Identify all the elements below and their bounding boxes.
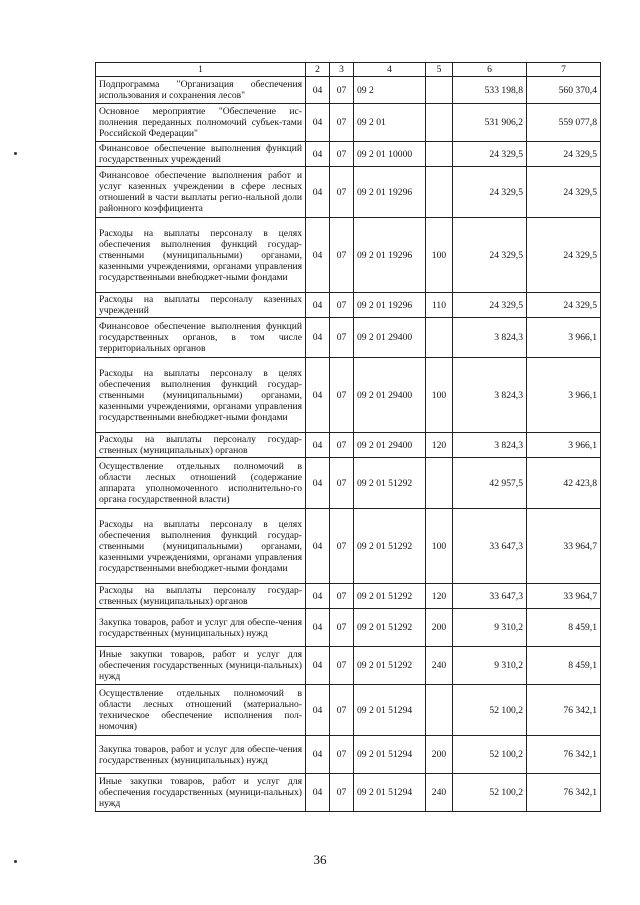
target-article-code: 09 2 01 51292 — [354, 609, 426, 647]
amount-year-2: 24 329,5 — [527, 218, 601, 293]
amount-year-1: 24 329,5 — [453, 218, 527, 293]
expense-type-code: 240 — [426, 647, 453, 685]
section-code: 04 — [306, 293, 330, 318]
table-row — [96, 736, 601, 774]
amount-year-1: 42 957,5 — [453, 458, 527, 509]
item-name: Осуществление отдельных полномочий в области лесных отношений (материально-техническое обеспечение исполнения пол-номочия) — [96, 685, 306, 736]
subsection-code: 07 — [330, 736, 354, 774]
expense-type-code — [426, 142, 453, 167]
item-name: Расходы на выплаты персоналу в целях обеспечения выполнения функций государ-ственными (муниципальными) органами, казенными учреждениями, органами управления государственными внебюджет-ными фондами — [96, 509, 306, 584]
expense-type-code — [426, 685, 453, 736]
amount-year-2: 24 329,5 — [527, 167, 601, 218]
item-name: Расходы на выплаты персоналу государ-ственных (муниципальных) органов — [96, 584, 306, 609]
target-article-code: 09 2 01 10000 — [354, 142, 426, 167]
expense-type-code — [426, 318, 453, 358]
target-article-code: 09 2 01 29400 — [354, 318, 426, 358]
subsection-code: 07 — [330, 104, 354, 142]
section-code: 04 — [306, 318, 330, 358]
amount-year-1: 33 647,3 — [453, 584, 527, 609]
target-article-code: 09 2 01 51292 — [354, 509, 426, 584]
amount-year-1: 24 329,5 — [453, 142, 527, 167]
expense-type-code — [426, 167, 453, 218]
table-row — [96, 358, 601, 433]
subsection-code: 07 — [330, 318, 354, 358]
table-row — [96, 77, 601, 104]
item-name: Расходы на выплаты персоналу в целях обеспечения выполнения функций государ-ственными (муниципальными) органами, казенными учреждениями, органами управления государственными внебюджет-ными фондами — [96, 218, 306, 293]
expense-type-code: 200 — [426, 609, 453, 647]
section-code: 04 — [306, 358, 330, 433]
scan-speck — [14, 152, 17, 155]
budget-table — [95, 62, 601, 812]
table-row — [96, 509, 601, 584]
subsection-code: 07 — [330, 167, 354, 218]
column-header: 1 — [96, 63, 306, 77]
target-article-code: 09 2 01 19296 — [354, 293, 426, 318]
amount-year-2: 3 966,1 — [527, 318, 601, 358]
amount-year-1: 24 329,5 — [453, 293, 527, 318]
section-code: 04 — [306, 77, 330, 104]
item-name: Основное мероприятие "Обеспечение ис-полнения переданных полномочий субъек-тами Российской Федерации" — [96, 104, 306, 142]
table-row — [96, 318, 601, 358]
table-row — [96, 458, 601, 509]
target-article-code: 09 2 01 19296 — [354, 167, 426, 218]
amount-year-2: 8 459,1 — [527, 647, 601, 685]
table-row — [96, 609, 601, 647]
amount-year-1: 3 824,3 — [453, 358, 527, 433]
amount-year-1: 3 824,3 — [453, 433, 527, 458]
item-name: Подпрограмма "Организация обеспечения использования и сохранения лесов" — [96, 77, 306, 104]
item-name: Расходы на выплаты персоналу казенных учреждений — [96, 293, 306, 318]
section-code: 04 — [306, 458, 330, 509]
amount-year-1: 24 329,5 — [453, 167, 527, 218]
page-number: 36 — [313, 852, 327, 867]
column-header: 5 — [426, 63, 453, 77]
item-name: Закупка товаров, работ и услуг для обеспе-чения государственных (муниципальных) нужд — [96, 609, 306, 647]
target-article-code: 09 2 01 51294 — [354, 736, 426, 774]
table-row — [96, 774, 601, 812]
target-article-code: 09 2 01 51294 — [354, 774, 426, 812]
header-row — [96, 63, 601, 77]
subsection-code: 07 — [330, 358, 354, 433]
section-code: 04 — [306, 685, 330, 736]
subsection-code: 07 — [330, 584, 354, 609]
item-name: Осуществление отдельных полномочий в области лесных отношений (содержание аппарата уполномоченного исполнительно-го органа государственной власти) — [96, 458, 306, 509]
expense-type-code — [426, 104, 453, 142]
expense-type-code: 100 — [426, 358, 453, 433]
amount-year-1: 52 100,2 — [453, 736, 527, 774]
table-row — [96, 142, 601, 167]
target-article-code: 09 2 01 29400 — [354, 433, 426, 458]
section-code: 04 — [306, 584, 330, 609]
section-code: 04 — [306, 609, 330, 647]
amount-year-2: 560 370,4 — [527, 77, 601, 104]
expense-type-code: 100 — [426, 509, 453, 584]
target-article-code: 09 2 01 — [354, 104, 426, 142]
subsection-code: 07 — [330, 647, 354, 685]
amount-year-2: 42 423,8 — [527, 458, 601, 509]
amount-year-2: 3 966,1 — [527, 358, 601, 433]
section-code: 04 — [306, 774, 330, 812]
subsection-code: 07 — [330, 77, 354, 104]
subsection-code: 07 — [330, 142, 354, 167]
column-header: 3 — [330, 63, 354, 77]
section-code: 04 — [306, 104, 330, 142]
subsection-code: 07 — [330, 609, 354, 647]
table-row — [96, 685, 601, 736]
expense-type-code: 240 — [426, 774, 453, 812]
amount-year-1: 3 824,3 — [453, 318, 527, 358]
subsection-code: 07 — [330, 458, 354, 509]
target-article-code: 09 2 01 51292 — [354, 647, 426, 685]
amount-year-1: 52 100,2 — [453, 685, 527, 736]
item-name: Расходы на выплаты персоналу в целях обеспечения выполнения функций государ-ственными (муниципальными) органами, казенными учреждениями, органами управления государственными внебюджет-ными фондами — [96, 358, 306, 433]
target-article-code: 09 2 01 51292 — [354, 584, 426, 609]
item-name: Финансовое обеспечение выполнения функций государственных учреждений — [96, 142, 306, 167]
item-name: Расходы на выплаты персоналу государ-ственных (муниципальных) органов — [96, 433, 306, 458]
amount-year-2: 33 964,7 — [527, 509, 601, 584]
target-article-code: 09 2 — [354, 77, 426, 104]
subsection-code: 07 — [330, 774, 354, 812]
expense-type-code: 100 — [426, 218, 453, 293]
expense-type-code — [426, 77, 453, 104]
column-header: 7 — [527, 63, 601, 77]
amount-year-2: 3 966,1 — [527, 433, 601, 458]
column-header: 4 — [354, 63, 426, 77]
subsection-code: 07 — [330, 218, 354, 293]
table-row — [96, 218, 601, 293]
amount-year-2: 33 964,7 — [527, 584, 601, 609]
table-row — [96, 167, 601, 218]
amount-year-1: 9 310,2 — [453, 609, 527, 647]
amount-year-2: 76 342,1 — [527, 736, 601, 774]
target-article-code: 09 2 01 51294 — [354, 685, 426, 736]
item-name: Иные закупки товаров, работ и услуг для обеспечения государственных (муници-пальных) нужд — [96, 647, 306, 685]
subsection-code: 07 — [330, 433, 354, 458]
column-header: 2 — [306, 63, 330, 77]
item-name: Закупка товаров, работ и услуг для обеспе-чения государственных (муниципальных) нужд — [96, 736, 306, 774]
table-row — [96, 433, 601, 458]
expense-type-code: 110 — [426, 293, 453, 318]
amount-year-2: 559 077,8 — [527, 104, 601, 142]
expense-type-code: 120 — [426, 433, 453, 458]
section-code: 04 — [306, 218, 330, 293]
amount-year-1: 52 100,2 — [453, 774, 527, 812]
section-code: 04 — [306, 167, 330, 218]
item-name: Иные закупки товаров, работ и услуг для обеспечения государственных (муници-пальных) нужд — [96, 774, 306, 812]
target-article-code: 09 2 01 19296 — [354, 218, 426, 293]
section-code: 04 — [306, 433, 330, 458]
table-row — [96, 647, 601, 685]
expense-type-code — [426, 458, 453, 509]
table-row — [96, 104, 601, 142]
amount-year-2: 8 459,1 — [527, 609, 601, 647]
expense-type-code: 200 — [426, 736, 453, 774]
section-code: 04 — [306, 736, 330, 774]
section-code: 04 — [306, 142, 330, 167]
column-header: 6 — [453, 63, 527, 77]
amount-year-2: 24 329,5 — [527, 293, 601, 318]
section-code: 04 — [306, 647, 330, 685]
amount-year-2: 24 329,5 — [527, 142, 601, 167]
amount-year-1: 33 647,3 — [453, 509, 527, 584]
item-name: Финансовое обеспечение выполнения функций государственных органов, в том числе территориальных органов — [96, 318, 306, 358]
amount-year-1: 9 310,2 — [453, 647, 527, 685]
section-code: 04 — [306, 509, 330, 584]
item-name: Финансовое обеспечение выполнения работ и услуг казенных учреждении в сфере лесных отношений в части выплаты регио-нальной доли районного коэффициента — [96, 167, 306, 218]
target-article-code: 09 2 01 51292 — [354, 458, 426, 509]
amount-year-2: 76 342,1 — [527, 774, 601, 812]
table-row — [96, 584, 601, 609]
subsection-code: 07 — [330, 685, 354, 736]
table-row — [96, 293, 601, 318]
target-article-code: 09 2 01 29400 — [354, 358, 426, 433]
subsection-code: 07 — [330, 509, 354, 584]
amount-year-2: 76 342,1 — [527, 685, 601, 736]
subsection-code: 07 — [330, 293, 354, 318]
amount-year-1: 531 906,2 — [453, 104, 527, 142]
amount-year-1: 533 198,8 — [453, 77, 527, 104]
expense-type-code: 120 — [426, 584, 453, 609]
